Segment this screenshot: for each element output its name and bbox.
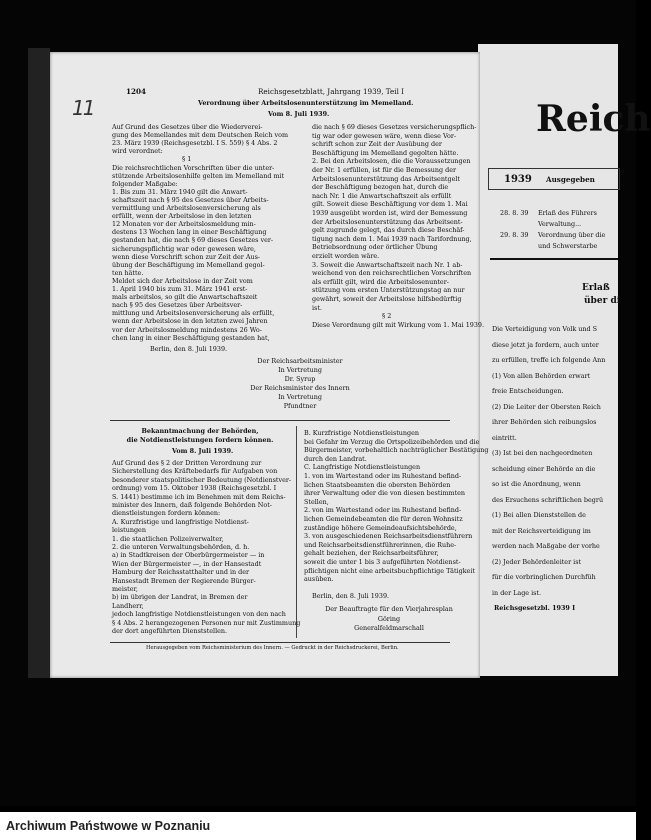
ordinance2-date: Vom 8. Juli 1939. xyxy=(172,447,234,455)
text-line: in der Lage ist. xyxy=(492,588,542,597)
text-line: Stellen, xyxy=(304,497,329,506)
ordinance1-place-date: Berlin, den 8. Juli 1939. xyxy=(150,345,228,353)
text-line: scheidung einer Behörde an die xyxy=(492,464,596,473)
imprint-rule xyxy=(110,642,450,643)
text-line: (3) Ist bei den nachgeordneten xyxy=(492,449,593,457)
text-line: eintritt. xyxy=(492,433,517,442)
text-line: als erfüllt gilt, wird die Arbeitslosenunter- xyxy=(312,277,449,286)
archive-name: Archiwum Państwowe w Poznaniu xyxy=(6,819,211,833)
signature-line: Pfundtner xyxy=(283,402,317,410)
text-line: freie Entscheidungen. xyxy=(492,387,564,395)
signature-line: Der Beauftragte für den Vierjahresplan xyxy=(325,605,453,613)
text-line: der Nr. 1 erfüllen, ist für die Bemessung der xyxy=(312,166,457,174)
text-line: mals arbeitslos, so gilt die Anwartschaftszeit xyxy=(112,293,258,302)
text-line: des Ersuchens schriftlichen begrü xyxy=(492,495,604,504)
text-line: gestanden hat, die nach § 69 dieses Gesetzes ver- xyxy=(112,236,274,245)
signature-line: In Vertretung xyxy=(278,393,322,401)
signature-line: Der Reichsarbeitsminister xyxy=(257,357,343,365)
text-line: wird verordnet: xyxy=(112,147,163,156)
text-line: 2. von im Wartestand oder im Ruhestand befind- xyxy=(304,506,462,515)
text-line: bei Gefahr im Verzug die Ortspolizeibehörden und die xyxy=(304,437,480,446)
text-line: gewährt, soweit der Arbeitslose hilfsbedürftig xyxy=(312,295,462,303)
text-line: erzielt worden wäre. xyxy=(312,252,380,260)
text-line: tig war oder gewesen wäre, wenn diese Vor- xyxy=(312,131,457,140)
right-page-footer: Reichsgesetzbl. 1939 I xyxy=(494,604,576,612)
text-line: stützung vom ersten Unterstützungstag an nur xyxy=(312,286,465,295)
text-line: Wien der Bürgermeister —, in der Hansestadt xyxy=(112,559,262,568)
text-line: nach Nr. 1 die Anwartschaftszeit als erfüllt xyxy=(312,191,452,200)
text-line: chen lang in einer Beschäftigung gestanden hat, xyxy=(112,333,270,342)
text-line: gehalt beziehen, der Reichsarbeitsführer, xyxy=(304,549,439,558)
binding-edge xyxy=(28,48,50,678)
text-line: mit der Reichsverteidigung im xyxy=(492,526,591,535)
text-line: Arbeitslosenunterstützung das Arbeitsentgelt xyxy=(312,174,460,183)
text-line: diese jetzt ja fordern, auch unter xyxy=(492,340,599,349)
text-line: lichen Staatsbeamten die obersten Behörden xyxy=(304,480,451,489)
title-line: die Notdienstleistungen fordern können. xyxy=(126,436,274,444)
text-line: nach § 95 des Gesetzes über Arbeitsver- xyxy=(112,301,243,310)
text-line: 1. April 1940 bis zum 31. März 1941 erst- xyxy=(112,285,248,293)
text-line: tigung nach dem 1. Mai 1939 nach Tarifordnung, xyxy=(312,234,472,243)
text-line: Sicherstellung des Kräftebedarfs für Aufgaben von xyxy=(112,467,278,476)
text-line: wenn diese Vorschrift schon zur Zeit der Aus- xyxy=(112,252,261,261)
text-line: Auf Grund des Gesetzes über die Wiederverei- xyxy=(112,123,263,131)
ordinance1-date: Vom 8. Juli 1939. xyxy=(268,110,330,118)
toc-entry: Verordnung über die xyxy=(538,231,606,239)
text-line: (1) Von allen Behörden erwart xyxy=(492,371,591,380)
right-page-title: Reich xyxy=(536,98,651,140)
text-line: Meldet sich der Arbeitslose in der Zeit vom xyxy=(112,276,253,285)
text-line: a) in Stadtkreisen der Oberbürgermeister — in xyxy=(112,551,265,560)
signature-line: Der Reichsminister des Innern xyxy=(250,384,350,392)
text-line: S. 1441) bestimme ich im Benehmen mit dem Reichs- xyxy=(112,492,286,501)
text-line: der Beschäftigung bezogen hat, durch die xyxy=(312,183,449,192)
text-line: ordnung) vom 15. Oktober 1938 (Reichsgesetzbl. I xyxy=(112,484,277,493)
text-line: weichend von den reichsrechtlichen Vorschriften xyxy=(312,269,472,278)
text-line: Beschäftigung im Memelland gegolten hätte. xyxy=(312,148,459,157)
archive-footer xyxy=(0,812,636,840)
toc-date: 29. 8. 39 xyxy=(500,231,529,239)
text-line: Hamburg der Reichsstatthalter und in der xyxy=(112,568,250,577)
text-line: die nach § 69 dieses Gesetzes versicherungspflich- xyxy=(312,123,477,131)
text-line: meister, xyxy=(112,585,138,593)
text-line: durch den Landrat. xyxy=(304,454,367,463)
text-line: Auf Grund des § 2 der Dritten Verordnung zur xyxy=(112,459,262,467)
running-head: Reichsgesetzblatt, Jahrgang 1939, Teil I xyxy=(258,87,405,96)
toc-entry: und Schwerstarbe xyxy=(538,242,598,250)
text-line: Bürgermeister, vorbehaltlich nachträglicher Bestätigung xyxy=(304,446,489,455)
text-line: Diese Verordnung gilt mit Wirkung vom 1. Mai 1939. xyxy=(312,320,485,329)
text-line: so ist die Anordnung, wenn xyxy=(492,480,581,488)
text-line: Hansestadt Bremen der Regierende Bürger- xyxy=(112,576,256,585)
section-divider xyxy=(110,420,450,421)
text-line: pflichtigen nicht eine arbeitsbuchpflichtige Tätigkeit xyxy=(304,566,475,575)
text-line: besonderer staatspolitischer Bedeutung (Notdienstver- xyxy=(112,475,292,484)
text-line: 2. die unteren Verwaltungsbehörden, d. h. xyxy=(112,543,250,551)
title-line: Bekanntmachung der Behörden, xyxy=(141,427,259,435)
signature-line: Göring xyxy=(377,614,401,623)
column-divider xyxy=(296,426,297,638)
text-line: soweit die unter 1 bis 3 aufgeführten Notdienst- xyxy=(304,558,461,566)
text-line: lichen Gemeindebeamten die für deren Wohnsitz xyxy=(304,515,463,523)
text-line: und Reichsarbeitsdienstführerinnen, die Ruhe- xyxy=(304,540,457,549)
text-line: der dort angeführten Dienststellen. xyxy=(112,627,228,635)
text-line: § 4 Abs. 2 herangezogenen Personen nur mit Zustimmung xyxy=(112,618,301,627)
imprint: Herausgegeben vom Reichsministerium des Innern. — Gedruckt in der Reichsdruckerei, Berlin. xyxy=(146,645,399,651)
text-line: (2) Die Leiter der Obersten Reich xyxy=(492,402,601,411)
text-line: Die reichsrechtlichen Vorschriften über die unter- xyxy=(112,163,275,172)
text-line: destens 13 Wochen lang in einer Beschäftigung xyxy=(112,228,267,237)
text-line: ist. xyxy=(312,303,322,312)
text-line: mittlung und Arbeitslosenversicherung als erfüllt, xyxy=(112,309,275,318)
text-line: für die vorbringlichen Durchfüh xyxy=(492,573,596,581)
text-line: Betriebsordnung oder örtlicher Übung xyxy=(312,243,438,252)
text-line: schaftszeit nach § 95 des Gesetzes über Arbeits- xyxy=(112,195,269,204)
text-line: 2. Bei den Arbeitslosen, die die Voraussetzungen xyxy=(312,157,471,166)
right-heading-1: Erlaß xyxy=(582,283,610,293)
text-line: 12 Monaten vor der Arbeitslosmeldung min- xyxy=(112,220,256,229)
right-page-issued: Ausgegeben xyxy=(546,175,595,184)
signature-line: Generalfeldmarschall xyxy=(354,624,424,632)
ordinance1-title: Verordnung über Arbeitslosenunterstützung im Memelland. xyxy=(198,99,414,107)
toc-entry: Verwaltung... xyxy=(538,220,582,228)
text-line: (2) Jeder Behördenleiter ist xyxy=(492,557,582,566)
text-line: 1. die staatlichen Polizeiverwalter, xyxy=(112,534,224,543)
text-line: stützende Arbeitslosenhilfe gelten im Memelland mit xyxy=(112,171,285,180)
text-line: 1939 ausgeübt worden ist, wird der Bemessung xyxy=(312,209,468,217)
text-line: ausüben. xyxy=(304,575,334,584)
text-line: vor der Arbeitslosmeldung mindestens 26 Wo- xyxy=(112,325,262,334)
ordinance2-place-date: Berlin, den 8. Juli 1939. xyxy=(312,592,390,600)
text-line: werden nach Maßgabe der vorhe xyxy=(492,542,600,550)
text-line: ten hätte. xyxy=(112,268,144,277)
toc-entry: Erlaß des Führers xyxy=(538,209,597,217)
text-line: zuständige höhere Gemeindeaufsichtsbehörde, xyxy=(304,523,457,532)
text-line: b) im übrigen der Landrat, in Bremen der xyxy=(112,593,248,602)
right-toc-rule xyxy=(490,258,618,260)
text-line: wenn der Arbeitslose in den letzten zwei Jahren xyxy=(112,317,268,326)
text-line: erfüllt, wenn der Arbeitslose in den letzten xyxy=(112,212,252,221)
text-line: vermittlung und Arbeitslosenversicherung als xyxy=(112,204,261,212)
text-line: übung der Beschäftigung im Memelland gegol- xyxy=(112,260,265,269)
toc-date: 28. 8. 39 xyxy=(500,209,529,217)
text-line: § 2 xyxy=(382,312,392,321)
text-line: gilt. Soweit diese Beschäftigung vor dem 1. Mai xyxy=(312,200,468,209)
text-line: 3. von ausgeschiedenen Reichsarbeitsdienstführern xyxy=(304,532,473,541)
signature-line: Dr. Syrup xyxy=(284,375,316,383)
text-line: folgender Maßgabe: xyxy=(112,179,178,188)
text-line: 1. von im Wartestand oder im Ruhestand befind- xyxy=(304,472,462,480)
text-line: 1. Bis zum 31. März 1940 gilt die Anwart- xyxy=(112,187,248,196)
text-line: der Arbeitslosenunterstützung das Arbeitsent- xyxy=(312,217,463,226)
text-line: minister des Innern, daß folgende Behörden Not- xyxy=(112,501,272,509)
text-line: ihrer Behörden sich reibungslos xyxy=(492,418,597,426)
text-line: gung des Memellandes mit dem Deutschen Reich vom xyxy=(112,131,289,140)
signature-line: In Vertretung xyxy=(278,366,322,374)
right-heading-2: über di xyxy=(584,296,621,306)
text-line: leistungen xyxy=(112,526,146,535)
text-line: zu erfüllen, treffe ich folgende Ann xyxy=(492,356,606,364)
text-line: ihrer Verwaltung oder die von diesen bestimmten xyxy=(304,489,466,498)
text-line: sicherungspflichtig war oder gewesen wäre, xyxy=(112,244,256,253)
text-line: dienstleistungen fordern können: xyxy=(112,509,221,518)
right-page-year: 1939 xyxy=(504,174,532,185)
text-line: C. Langfristige Notdienstleistungen xyxy=(304,463,421,472)
text-line: gelt zugrunde gelegt, das durch diese Beschäf- xyxy=(312,226,465,235)
page-number: 1204 xyxy=(126,87,147,96)
text-line: schrift schon zur Zeit der Ausübung der xyxy=(312,140,442,149)
text-line: jedoch langfristige Notdienstleistungen von den nach xyxy=(112,610,286,619)
text-line: 23. März 1939 (Reichsgesetzbl. I S. 559) § 4 Abs. 2 xyxy=(112,139,278,148)
text-line: Landherr, xyxy=(112,601,144,610)
text-line: Die Verteidigung von Volk und S xyxy=(492,325,597,333)
text-line: A. Kurzfristige und langfristige Notdienst- xyxy=(112,517,249,526)
text-line: § 1 xyxy=(182,155,192,164)
text-line: (1) Bei allen Dienststellen de xyxy=(492,511,586,519)
text-line: 3. Soweit die Anwartschaftszeit nach Nr. 1 ab- xyxy=(312,260,463,269)
text-line: B. Kurzfristige Notdienstleistungen xyxy=(304,429,420,437)
handwritten-note: 11 xyxy=(72,96,94,120)
